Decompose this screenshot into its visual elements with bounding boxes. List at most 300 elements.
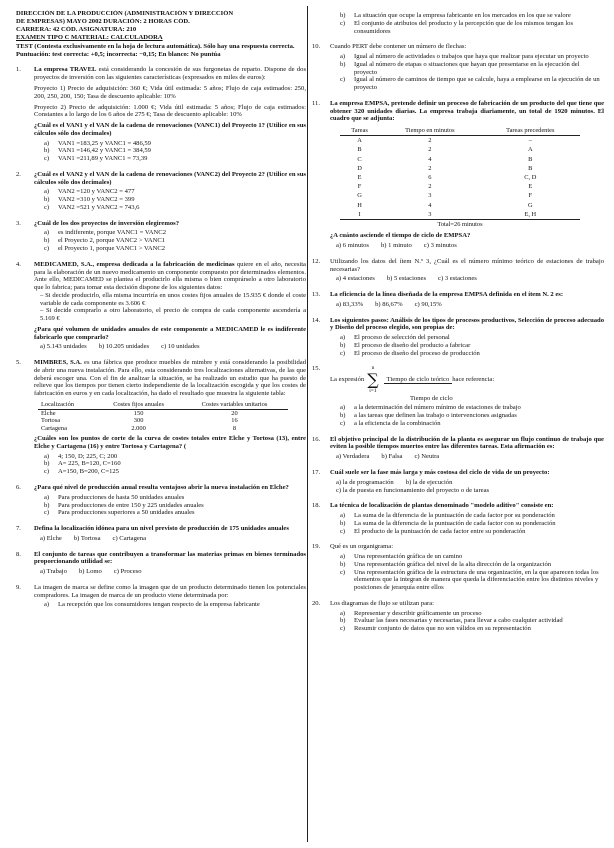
option-text: VAN2 =310 y VANC2 = 399: [58, 196, 135, 204]
question-item: [312, 469, 604, 494]
option-text: El producto de la puntuación de cada factor entre su ponderación: [354, 527, 526, 535]
answer-option: [40, 568, 67, 576]
question-number: 15.: [312, 365, 321, 373]
table-cell: 8: [232, 424, 237, 432]
option-text: la de ejecución: [412, 478, 453, 486]
option-text: Verdadera: [342, 453, 370, 461]
question-stem: [34, 171, 306, 187]
option-letter: b): [44, 196, 50, 204]
option-text: Una representación gráfica de la estructura de una organización, en la que aparecen todas los elementos que la integran de manera que queda la diferenciación entre los distintos niveles y posiciones de jerarquía entre ellos: [354, 568, 599, 592]
table-cell: 2: [428, 183, 432, 191]
answer-options: [330, 334, 604, 357]
answer-option: [330, 76, 604, 92]
option-text: la de programación: [342, 478, 394, 486]
option-letter: a): [40, 343, 47, 351]
answer-option: [40, 535, 62, 543]
answer-option: [34, 237, 306, 245]
question-stem: [330, 600, 604, 608]
table-cell: 2: [428, 164, 432, 172]
option-text: Igual al número de etapas o situaciones que hayan que presentarse en la ejecución del proyecto: [354, 60, 580, 76]
option-letter: b): [386, 275, 394, 283]
question-stem: [34, 551, 306, 567]
option-text: El proceso de selección del personal: [354, 334, 450, 342]
answer-options: [34, 453, 306, 476]
question-stem: [34, 220, 306, 228]
table-cell: 150: [133, 409, 144, 417]
table-cell: E, H: [481, 210, 580, 220]
option-letter: c): [340, 419, 346, 427]
question-stem: [34, 66, 306, 82]
answer-option: [336, 487, 489, 495]
answer-option: [34, 147, 306, 155]
answer-option: [330, 520, 604, 528]
table-row: [38, 425, 288, 433]
option-letter: c): [414, 453, 422, 461]
answer-options: [330, 12, 604, 35]
formula-fraction: [384, 376, 453, 385]
answer-option: [330, 350, 604, 358]
formula-caption: Tiempo de ciclo: [410, 394, 453, 402]
option-text: VAN1 =146,42 y VANC1 = 384,59: [58, 147, 151, 155]
option-letter: c): [340, 625, 346, 633]
question-stem-bold: Defina la localización idónea para un nivel previsto de producción de 175 unidades anuales: [34, 525, 289, 533]
question-item: [312, 258, 604, 283]
answer-option: [40, 343, 87, 351]
answer-option: [381, 242, 412, 250]
answer-option: [387, 275, 426, 283]
answer-option: [34, 509, 306, 517]
option-letter: c): [423, 242, 431, 250]
option-text: Evaluar las fases necesarias y necesarias, para llevar a cabo cualquier actividad: [354, 617, 563, 625]
option-letter: b): [44, 460, 50, 468]
option-text: el Proyecto 1, porque VANC1 > VANC2: [58, 244, 166, 252]
table-cell: F: [528, 192, 533, 200]
question-stem: [330, 502, 604, 510]
question-stem-bold: ¿Cuál de los dos proyectos de inversión elegiremos?: [34, 219, 179, 227]
question-item: [16, 584, 306, 609]
sigma-top: n: [371, 365, 375, 372]
option-text: Trabajo: [46, 568, 67, 576]
table-cell: 2: [428, 146, 432, 154]
table-row: [340, 192, 580, 201]
answer-option: [330, 342, 604, 350]
option-letter: c): [336, 486, 343, 494]
option-letter: a): [336, 242, 343, 250]
question-item: [16, 525, 306, 543]
table-cell: –: [528, 137, 532, 145]
answer-option: [330, 20, 604, 36]
question-number: 5.: [16, 359, 21, 367]
answer-option: [114, 568, 142, 576]
question-stem: [330, 100, 604, 123]
question-item: [312, 365, 604, 427]
answer-option: [330, 334, 604, 342]
option-text: Una representación gráfica de un camino: [354, 553, 463, 561]
exam-title: EXAMEN TIPO C MATERIAL: CALCULADORA: [16, 33, 163, 41]
option-text: 10.205 unidades: [105, 343, 150, 351]
question-stem-bold: ¿Para qué nivel de producción anual resulta ventajoso abrir la nueva instalación en Elche?: [34, 484, 289, 492]
answer-option: [330, 512, 604, 520]
table-cell: 2.000: [131, 424, 146, 432]
option-text: a la determinación del número mínimo de estaciones de trabajo: [354, 404, 521, 412]
table-cell: E: [528, 183, 533, 191]
location-cost-table: [38, 401, 288, 432]
option-letter: b): [98, 343, 106, 351]
question-subquestion: ¿Cuál es el VAN1 y el VAN de la cadena de renovaciones (VANC1) del Proyecto 1? (Utilice en sus cálculos sólo dos decimales): [34, 122, 306, 137]
answer-option: [34, 229, 306, 237]
answer-options: [330, 404, 604, 427]
option-text: 3 estaciones: [444, 275, 477, 283]
answer-option: [381, 453, 402, 461]
table-cell: 6: [428, 173, 432, 181]
option-text: Para producciones superiores a 50 unidades anuales: [58, 509, 195, 517]
option-text: VAN2 =521 y VANC2 = 743,6: [58, 203, 140, 211]
question-stem: [330, 543, 604, 551]
question-stem-text: Qué es un organigrama:: [330, 543, 394, 551]
table-cell: 3: [379, 210, 481, 220]
question-item: [16, 484, 306, 517]
option-text: Para producciones de entre 150 y 225 unidades anuales: [58, 501, 204, 509]
question-stem-bold: La técnica de localización de plantas denominado "modelo aditivo" consiste en:: [330, 502, 554, 510]
answer-option: [330, 617, 604, 625]
question-number: 7.: [16, 525, 21, 533]
table-header-cell: Costes fijos anuales: [96, 401, 181, 409]
table-header-cell: Localización: [38, 401, 96, 409]
option-text: la de puesta en funcionamiento del proyecto o de tareas: [342, 486, 490, 494]
answer-option: [336, 301, 363, 309]
table-cell: Cartagena: [41, 424, 67, 432]
question-item: [312, 600, 604, 633]
answer-option: [34, 155, 306, 163]
answer-options: [330, 553, 604, 592]
question-stem: [330, 317, 604, 333]
answer-option: [336, 275, 375, 283]
answer-option: [330, 610, 604, 618]
header-line-3: CARRERA: 42 CÓD. ASIGNATURA: 210: [16, 25, 137, 33]
option-text: Proceso: [120, 568, 142, 576]
table-total-row: [340, 220, 580, 230]
option-letter: a): [340, 404, 346, 412]
answer-option: [34, 453, 306, 461]
question-stem-bold: Los siguientes pasos: Análisis de los tipos de procesos productivos, Selección de proceso adecuado y Diseño del proceso elegido, son propias de:: [330, 316, 604, 332]
table-cell: C, D: [524, 173, 537, 181]
answer-option: [330, 12, 604, 20]
question-number: 19.: [312, 543, 321, 551]
option-letter: a): [44, 139, 50, 147]
option-letter: c): [340, 527, 346, 535]
table-cell: 3: [428, 192, 432, 200]
option-text: Falsa: [388, 453, 403, 461]
answer-option: [79, 568, 102, 576]
answer-option: [415, 301, 442, 309]
option-letter: c): [44, 509, 50, 517]
question-item: [16, 220, 306, 253]
option-letter: c): [44, 203, 50, 211]
table-row: [340, 136, 580, 146]
option-letter: c): [340, 19, 346, 27]
option-text: El proceso de diseño del producto a fabricar: [354, 341, 471, 349]
table-cell: A: [528, 146, 533, 154]
option-text: Para producciones de hasta 50 unidades anuales: [58, 493, 185, 501]
option-text: El conjunto de atributos del producto y la percepción que de los mismos tengan los consumidores: [354, 19, 574, 35]
answer-options: [34, 494, 306, 517]
sigma-bottom: i=1: [369, 388, 377, 395]
question-number: 14.: [312, 316, 321, 324]
table-cell: 4: [428, 201, 432, 209]
answer-option: [113, 535, 147, 543]
option-letter: b): [44, 147, 50, 155]
answer-option: [34, 204, 306, 212]
option-letter: a): [340, 53, 346, 61]
answer-options: [330, 301, 604, 309]
question-stem-text: Utilizando los datos del ítem N.º 3, ¿Cuál es el número mínimo teórico de estaciones de trabajo necesarias?: [330, 257, 604, 273]
option-text: El proceso de diseño del proceso de producción: [354, 349, 480, 357]
option-text: Tortosa: [80, 534, 101, 542]
question-stem-bold: ¿Cuál es el VAN2 y el VAN de la cadena de renovaciones (VANC2) del Proyecto 2? (Utilice en sus cálculos sólo dos decimales): [34, 170, 306, 186]
option-letter: b): [340, 341, 346, 349]
header-line-1: DIRECCIÓN DE LA PRODUCCIÓN (ADMINISTRACIÓN Y DIRECCIÓN: [16, 10, 234, 17]
answer-option: [161, 343, 199, 351]
formula-after: hace referencia:: [452, 376, 495, 384]
question-stem-bold: El objetivo principal de la distribución de la planta es asegurar un flujo continuo de trabajo que eviten la posible tiempos muertos entre las diferentes tareas. Esta afirmación es:: [330, 435, 604, 451]
question-stem: [330, 43, 604, 51]
answer-option: [414, 453, 439, 461]
option-text: Cartagena: [119, 534, 147, 542]
option-text: Resumir conjunto de datos que no son válidos en su representación: [354, 625, 531, 633]
table-cell: 300: [133, 417, 144, 425]
option-letter: b): [381, 453, 389, 461]
question-number: 17.: [312, 468, 321, 476]
answer-option: [330, 561, 604, 569]
table-row: [340, 201, 580, 210]
option-text: a las tareas que definen las trabajo o intervenciones asignadas: [354, 412, 517, 420]
question-stem: [330, 258, 604, 274]
option-text: La suma de la diferencia de la puntuación de cada factor por su ponderación: [354, 512, 555, 520]
question-stem-text: Los diagramas de flujo se utilizan para:: [330, 599, 434, 607]
option-letter: a): [340, 512, 346, 520]
table-cell: 4: [428, 155, 432, 163]
option-text: VAN1 =183,25 y VANC1 = 486,59: [58, 139, 151, 147]
question-item: [16, 551, 306, 576]
table-header-cell: Tiempo en minutos: [379, 126, 481, 136]
question-bullet: – Si decide producirlo, ella misma incurriría en unos costes fijos anuales de 15.935 € donde el coste variable de cada componente es 3.606 €: [40, 291, 306, 307]
table-cell: B: [357, 146, 362, 154]
answer-options: [330, 479, 604, 495]
table-row: [340, 164, 580, 173]
table-cell: F: [357, 183, 362, 191]
question-stem-bold: El conjunto de tareas que contribuyen a transformar las materias primas en bienes terminados proporcionando utilidad se:: [34, 550, 306, 566]
question-item: [312, 317, 604, 358]
table-row: [38, 417, 288, 425]
answer-option: [336, 479, 394, 487]
table-row: [340, 155, 580, 164]
answer-option: [34, 188, 306, 196]
option-letter: b): [340, 617, 346, 625]
option-letter: b): [44, 501, 50, 509]
question-item: [312, 12, 604, 35]
question-item: [16, 171, 306, 212]
answer-options: [34, 140, 306, 163]
option-letter: c): [414, 300, 422, 308]
sigma-symbol: ∑: [367, 370, 379, 390]
question-stem-bold: La empresa EMPSA, pretende definir un proceso de fabricación de un producto del que tiene que obtener 320 unidades diarias. La empresa trabaja diariamente, un total de 1920 minutos. El cuadro que se adjunta:: [330, 99, 604, 123]
option-text: 5.143 unidades: [46, 343, 87, 351]
option-text: La recepción que los consumidores tengan respecto de la empresa fabricante: [58, 601, 260, 609]
answer-options: [34, 601, 306, 609]
question-stem-text: es una fábrica que produce muebles de mimbre y está considerando la posibilidad de abrir una nueva instalación. Para ello, esta considerando tres localizaciones alternativas, de las que deberá escoger una. Con el fin de analizar la situación, se ha realizado un estudio que ha puesto de relieve que los tiempos por tienen cierto independiente de la localización escogida y que los costes de fabricación en euros y en cada localización, ha dado el resultado que muestra la siguiente tabla:: [34, 359, 306, 398]
answer-option: [34, 468, 306, 476]
answer-option: [99, 343, 149, 351]
question-number: 12.: [312, 257, 321, 265]
option-letter: b): [340, 560, 346, 568]
option-letter: b): [340, 519, 346, 527]
table-cell: Elche: [41, 409, 56, 417]
question-stem: [34, 359, 306, 398]
option-text: Una representación gráfica del nivel de la alta dirección de la organización: [354, 560, 552, 568]
answer-options: [34, 568, 306, 576]
answer-options: [330, 512, 604, 535]
option-letter: a): [336, 453, 343, 461]
answer-option: [375, 301, 403, 309]
question-stem: [330, 436, 604, 452]
option-text: Igual al número de actividades o trabajos que haya que realizar para ejecutar un proyecto: [354, 53, 589, 61]
question-stem: [34, 484, 306, 492]
answer-options: [34, 343, 306, 351]
exam-instructions: TEST (Contesta exclusivamente en la hoja de lectura automática). Sólo hay una respuesta correcta. Puntuación: test correcta: +0,5; incorrecta: −0,15; En blanco: No puntúa: [16, 42, 295, 58]
option-letter: b): [380, 242, 389, 250]
question-stem-text: La imagen de marca se define como la imagen que de un producto determinado tienen los potenciales compradores. La imagen de marca de un producto viene determinada por:: [34, 583, 306, 599]
table-row: [340, 173, 580, 182]
answer-option: [438, 275, 477, 283]
option-letter: a): [44, 493, 50, 501]
question-number: 18.: [312, 502, 321, 510]
option-text: La situación que ocupe la empresa fabricante en los mercados en los que se valore: [354, 12, 571, 19]
option-text: Representar y describir gráficamente un proceso: [354, 609, 482, 617]
question-item: [312, 436, 604, 461]
table-total: Total=26 minutos: [437, 220, 483, 228]
option-letter: c): [44, 468, 50, 476]
option-text: Elche: [46, 534, 62, 542]
formula-numerator: Tiempo de ciclo teórico: [384, 376, 453, 385]
option-text: Neutra: [421, 453, 440, 461]
option-letter: b): [340, 60, 346, 68]
table-cell: Tortosa: [41, 417, 61, 425]
question-stem-bold: MEDICAMED, S.A., empresa dedicada a la fabricación de medicinas: [34, 260, 235, 268]
option-letter: a): [340, 334, 346, 342]
question-item: [16, 261, 306, 351]
option-letter: a): [340, 609, 346, 617]
table-cell: G: [357, 192, 362, 200]
question-stem-text: está considerando la concesión de sus furgonetas de reparto. Dispone de dos proyectos de inversión con las siguientes características (expresados en miles de euros):: [34, 66, 307, 82]
table-cell: D: [357, 164, 362, 172]
option-text: Igual al número de caminos de tiempo que se calcule, haya a emplearse en la ejecución de un proyecto: [354, 76, 600, 92]
right-questions: [312, 12, 604, 633]
table-row: [340, 146, 580, 155]
question-item: [312, 100, 604, 250]
option-text: La suma de la diferencia de la puntuación de cada factor con su ponderación: [354, 519, 556, 527]
question-number: 1.: [16, 66, 21, 74]
option-letter: a): [336, 300, 343, 308]
option-letter: a): [44, 188, 50, 196]
answer-option: [330, 528, 604, 536]
question-number: 16.: [312, 435, 321, 443]
option-text: A=150, B=200, C=125: [58, 468, 119, 476]
answer-option: [330, 569, 604, 592]
answer-option: [34, 494, 306, 502]
option-letter: b): [78, 568, 87, 576]
option-letter: c): [44, 155, 50, 163]
answer-option: [330, 53, 604, 61]
option-letter: c): [340, 349, 346, 357]
option-letter: c): [161, 343, 168, 351]
question-stem: [34, 525, 306, 533]
option-text: 6 minutos: [342, 242, 369, 250]
question-item: [16, 359, 306, 476]
option-letter: a): [44, 601, 50, 609]
header-line-2: DE EMPRESAS) MAYO 2002 DURACIÓN: 2 HORAS CÓD.: [16, 17, 190, 25]
option-text: 5 estaciones: [393, 275, 427, 283]
question-number: 20.: [312, 599, 321, 607]
formula-expression: [330, 365, 604, 394]
question-bullet: – Si decide comprarlo a otro laboratorio, el precio de compra de cada componente ascendería a 5.169 €: [40, 307, 306, 323]
table-cell: H: [357, 201, 362, 209]
answer-option: [406, 479, 453, 487]
task-times-table: [340, 126, 580, 229]
option-letter: b): [44, 237, 50, 245]
answer-option: [34, 140, 306, 148]
question-detail: Proyecto 2) Precio de adquisición: 1.000 €; Vida útil estimada: 5 años; Flujo de caja estimados: Constantes a lo largo de los 6 años de 275 €; Tasa de descuento aplicable: 10%: [34, 103, 306, 119]
question-stem: [34, 584, 306, 600]
answer-option: [330, 625, 604, 633]
answer-options: [34, 535, 306, 543]
table-cell: I: [340, 210, 379, 220]
option-text: es indiferente, porque VANC1 = VANC2: [58, 229, 166, 237]
question-number: 11.: [312, 99, 320, 107]
question-stem-text: Cuando PERT debe contener un número de flechas:: [330, 43, 467, 51]
question-detail: Proyecto 1) Precio de adquisición: 360 €; Vida útil estimada: 5 años; Flujo de caja estimados: 250, 200, 250, 200, 150; Tasa de descuento aplicable: 10%: [34, 84, 306, 100]
table-cell: G: [528, 201, 533, 209]
table-header-cell: Tareas precedentes: [481, 126, 580, 136]
table-cell: E: [357, 173, 362, 181]
option-letter: a): [40, 568, 47, 576]
question-stem: [330, 291, 604, 299]
table-row: [38, 409, 288, 417]
question-stem-bold: La empresa TRAVEL: [34, 66, 97, 74]
option-letter: c): [438, 275, 445, 283]
question-number: 3.: [16, 219, 21, 227]
option-text: 4; 150, D; 225, C; 200: [58, 452, 118, 460]
option-letter: c): [340, 568, 346, 576]
answer-options: [330, 53, 604, 92]
option-letter: a): [44, 452, 50, 460]
table-cell: 2: [428, 137, 432, 145]
answer-option: [336, 242, 369, 250]
question-subquestion: ¿Cuáles son los puntos de corte de la curva de costes totales entre Elche y Tortosa (13), entre Elche y Cartagena (16) y entre Tortosa y Cartagena? (: [34, 435, 306, 450]
answer-options: [330, 453, 604, 461]
question-number: 8.: [16, 550, 21, 558]
question-item: [312, 291, 604, 309]
option-letter: a): [340, 553, 346, 561]
answer-option: [34, 196, 306, 204]
option-letter: b): [73, 534, 81, 542]
option-text: 83,33%: [342, 300, 364, 308]
answer-option: [34, 601, 306, 609]
option-text: 1 minuto: [388, 242, 412, 250]
question-subquestion: ¿A cuánto asciende el tiempo de ciclo de EMPSA?: [330, 232, 471, 240]
option-letter: b): [405, 478, 413, 486]
table-cell: A: [357, 137, 362, 145]
table-header-cell: Tareas: [340, 126, 379, 136]
